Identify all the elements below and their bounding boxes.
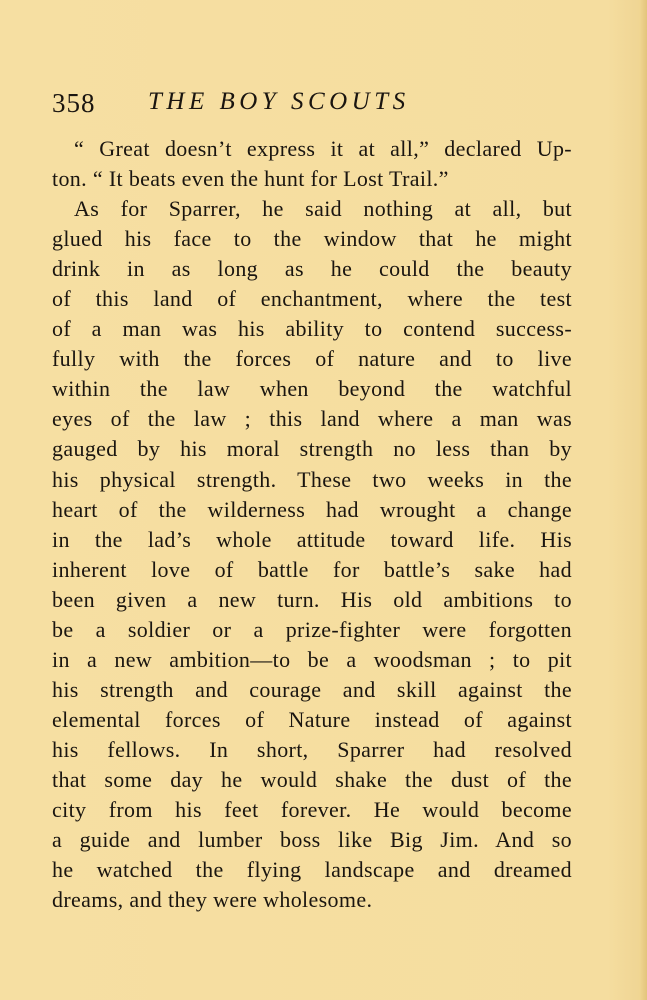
text-line: dreams, and they were wholesome.	[52, 887, 373, 913]
text-line: he watched the flying landscape and dreamed	[52, 857, 572, 883]
text-line: ton. “ It beats even the hunt for Lost Trail.”	[52, 166, 449, 192]
text-line: As for Sparrer, he said nothing at all, but	[74, 196, 572, 222]
body-text	[52, 134, 572, 915]
text-line: be a soldier or a prize-fighter were forgotten	[52, 616, 572, 642]
text-line: eyes of the law ; this land where a man was	[52, 406, 572, 432]
text-line: “ Great doesn’t express it at all,” declared Up-	[74, 136, 572, 161]
text-line: a guide and lumber boss like Big Jim. And so	[52, 827, 572, 853]
text-line: in a new ambition—to be a woodsman ; to pit	[52, 646, 572, 672]
page-edge-shadow	[639, 0, 647, 1000]
text-line: that some day he would shake the dust of the	[52, 766, 572, 792]
text-line: his physical strength. These two weeks in the	[52, 466, 572, 492]
text-line: of this land of enchantment, where the test	[52, 286, 572, 312]
text-line: fully with the forces of nature and to live	[52, 346, 572, 372]
text-line: elemental forces of Nature instead of against	[52, 706, 572, 732]
text-line: glued his face to the window that he might	[52, 226, 572, 252]
running-head: THE BOY SCOUTS	[148, 88, 410, 115]
text-line: been given a new turn. His old ambitions to	[52, 586, 572, 612]
text-line: his fellows. In short, Sparrer had resolved	[52, 736, 572, 762]
text-line: gauged by his moral strength no less than by	[52, 436, 572, 462]
text-line: in the lad’s whole attitude toward life. His	[52, 526, 572, 552]
text-line: heart of the wilderness had wrought a change	[52, 496, 572, 522]
text-line: drink in as long as he could the beauty	[52, 256, 572, 282]
page-number: 358	[52, 88, 96, 118]
text-line: his strength and courage and skill against the	[52, 676, 572, 702]
page-header	[52, 88, 582, 124]
text-line: inherent love of battle for battle’s sake had	[52, 556, 572, 582]
text-line: of a man was his ability to contend success-	[52, 316, 572, 342]
text-line: city from his feet forever. He would become	[52, 797, 572, 823]
text-line: within the law when beyond the watchful	[52, 376, 572, 402]
